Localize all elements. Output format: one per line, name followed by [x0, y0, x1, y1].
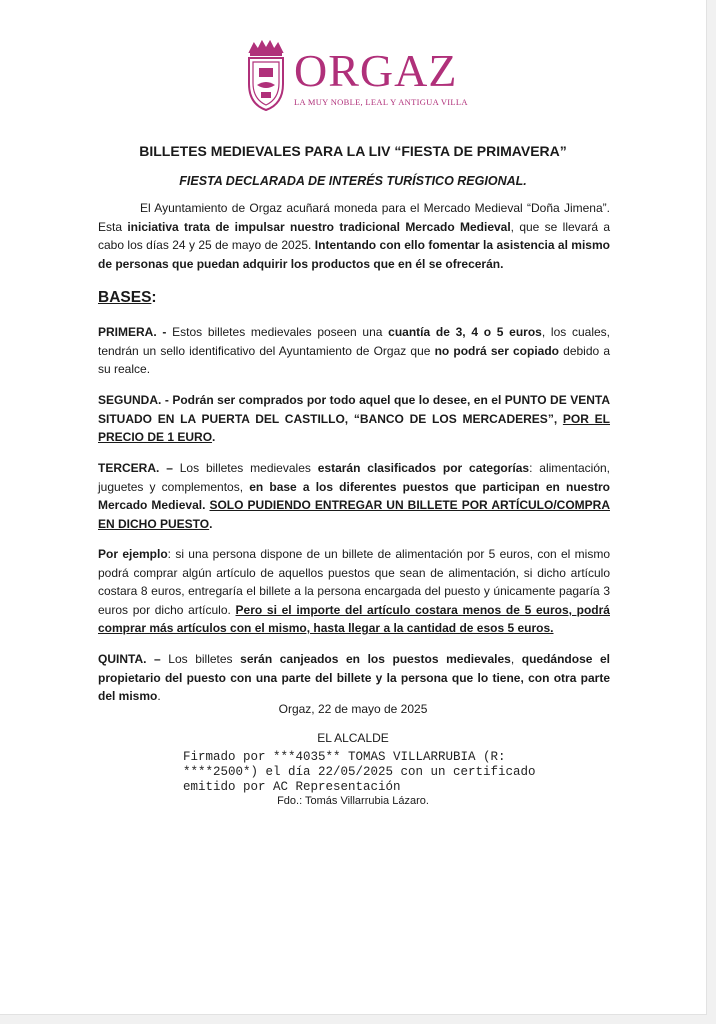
ejemplo-paragraph: Por ejemplo: si una persona dispone de un billete de alimentación por 5 euros, con el mismo podrá comprar algún artículo de aquellos puestos que sean de alimentación, si dicho artículo costara 8 euros, entregaría el billete a la persona encargada del puesto y únicamente pagaría 3 euros por dicho artículo. Pero si el importe del artículo costara menos de 5 euros, podrá comprar más artículos con el mismo, hasta llegar a la cantidad de esos 5 euros. — [98, 547, 610, 635]
bases-heading: BASES: — [98, 289, 157, 306]
intro-paragraph: El Ayuntamiento de Orgaz acuñará moneda para el Mercado Medieval “Doña Jimena”. Esta iniciativa trata de impulsar nuestro tradicional Mercado Medieval, que se llevará a cabo los días 24 y 25 de mayo de 2025. Intentando con ello fomentar la asistencia al mismo de personas que puedan adquirir los productos que en él se ofrecerán. — [98, 201, 610, 271]
date-line: Orgaz, 22 de mayo de 2025 — [278, 702, 428, 716]
digital-signature-stamp: Firmado por ***4035** TOMAS VILLARRUBIA (R: ****2500*) el día 22/05/2025 con un certificado emitido por AC Representación — [183, 750, 536, 794]
logo-motto: LA MUY NOBLE, LEAL Y ANTIGUA VILLA — [294, 97, 468, 107]
orgaz-logo — [244, 40, 474, 112]
alcalde-label: EL ALCALDE — [317, 731, 389, 745]
signer-name: Fdo.: Tomás Villarrubia Lázaro. — [277, 795, 429, 807]
segunda-paragraph: SEGUNDA. - Podrán ser comprados por todo aquel que lo desee, en el PUNTO DE VENTA SITUADO EN LA PUERTA DEL CASTILLO, “BANCO DE LOS MERCADERES”, POR EL PRECIO DE 1 EURO. — [98, 393, 610, 444]
logo-wordmark: ORGAZ — [294, 45, 458, 96]
primera-paragraph: PRIMERA. - Estos billetes medievales poseen una cuantía de 3, 4 o 5 euros, los cuales, tendrán un sello identificativo del Ayuntamiento de Orgaz que no podrá ser copiado debido a su realce. — [98, 325, 611, 376]
tercera-paragraph: TERCERA. – Los billetes medievales estarán clasificados por categorías: alimentación, juguetes y complementos, en base a los diferentes puestos que participan en nuestro Mercado Medieval. SOLO PUDIENDO ENTREGAR UN BILLETE POR ARTÍCULO/COMPRA EN DICHO PUESTO. — [98, 461, 610, 531]
document-subtitle: FIESTA DECLARADA DE INTERÉS TURÍSTICO REGIONAL. — [179, 174, 527, 188]
document-title: BILLETES MEDIEVALES PARA LA LIV “FIESTA DE PRIMAVERA” — [139, 143, 567, 159]
coat-of-arms-icon — [244, 40, 288, 112]
quinta-paragraph: QUINTA. – Los billetes serán canjeados en los puestos medievales, quedándose el propietario del puesto con una parte del billete y la persona que lo tiene, con otra parte del mismo. — [98, 652, 610, 703]
